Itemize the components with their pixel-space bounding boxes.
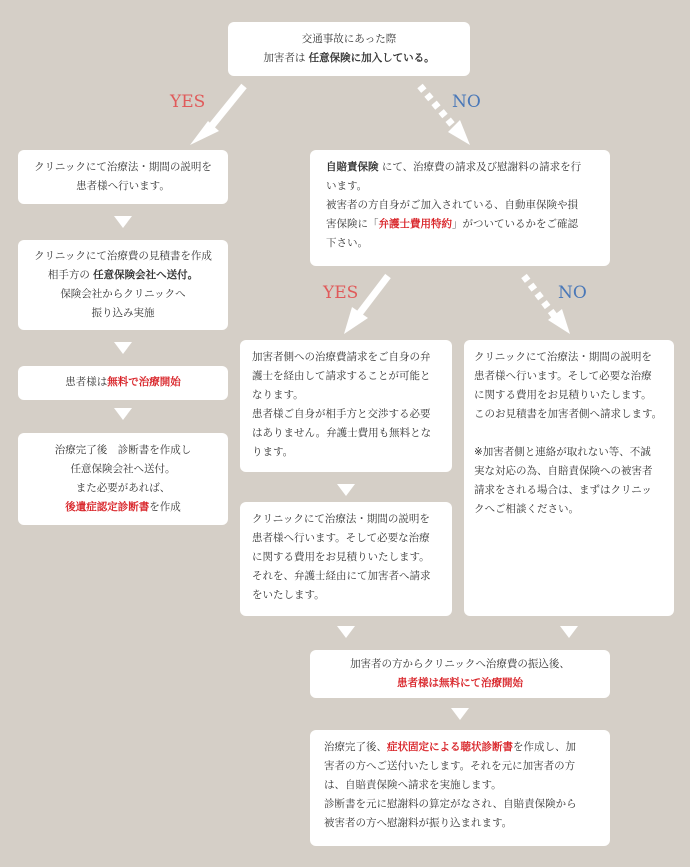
yes-down-arrow-2: [337, 626, 355, 638]
no-arrow-top: [420, 86, 455, 128]
left-down-arrow-2: [114, 342, 132, 354]
left-step3-box: 患者様は無料で治療開始: [18, 366, 228, 400]
start-box: [228, 22, 470, 76]
merge-down-arrow: [451, 708, 469, 720]
lawyer-claim-box: 加害者側への治療費請求をご自身の弁 護士を経由して請求することが可能と なります。 患者様ご自身が相手方と交渉する必要 はありません。弁護士費用も無料とな ります。: [240, 340, 452, 472]
left-step2-box: クリニックにて治療費の見積書を作成 相手方の 任意保険会社へ送付。 保険会社からクリニックへ 振り込み実施: [18, 240, 228, 330]
left-down-arrow-1: [114, 216, 132, 228]
left-step1-box: クリニックにて治療法・期間の説明を 患者様へ行います。: [18, 150, 228, 204]
left-step4-box: 治療完了後 診断書を作成し 任意保険会社へ送付。 また必要があれば、 後遺症認定診断書を作成: [18, 433, 228, 525]
payment-box: 加害者の方からクリニックへ治療費の振込後、 患者様は無料にて治療開始: [310, 650, 610, 698]
yes-label-mid: YES: [323, 283, 359, 303]
yes-down-arrow-1: [337, 484, 355, 496]
no-down-arrow: [560, 626, 578, 638]
no-label-mid: NO: [558, 283, 587, 303]
lawyer-estimate-box: クリニックにて治療法・期間の説明を 患者様へ行います。そして必要な治療 に関する費用をお見積りいたします。 それを、弁護士経由にて加害者へ請求 をいたします。: [240, 502, 452, 616]
left-down-arrow-3: [114, 408, 132, 420]
no-label-top: NO: [452, 92, 481, 112]
yes-label-top: YES: [170, 92, 206, 112]
jibaiseki-box: 自賠責保険 にて、治療費の請求及び慰謝料の請求を行 います。 被害者の方自身がご加入されている、自動車保険や損 害保険に「弁護士費用特約」がついているかをご確認 下さい。: [310, 150, 610, 266]
final-box: 治療完了後、症状固定による聴状診断書を作成し、加 害者の方へご送付いたします。それを元に加害者の方 は、自賠責保険へ請求を実施します。 診断書を元に慰謝料の算定がなされ、自賠責保険から 被害者の方へ慰謝料が振り込まれます。: [310, 730, 610, 846]
no-arrow-mid: [524, 276, 556, 318]
start-line2: 加害者は 任意保険に加入している。: [263, 52, 435, 64]
clinic-estimate-box: クリニックにて治療法・期間の説明を 患者様へ行います。そして必要な治療 に関する費用をお見積りいたします。 このお見積書を加害者側へ請求します。 ※加害者側と連絡が取れない等、不誠 実な対応の為、自賠責保険への被害者 請求をされる場合は、まずはクリニッ クへご相談ください。: [464, 340, 674, 616]
start-line1: 交通事故にあった際: [301, 33, 397, 45]
